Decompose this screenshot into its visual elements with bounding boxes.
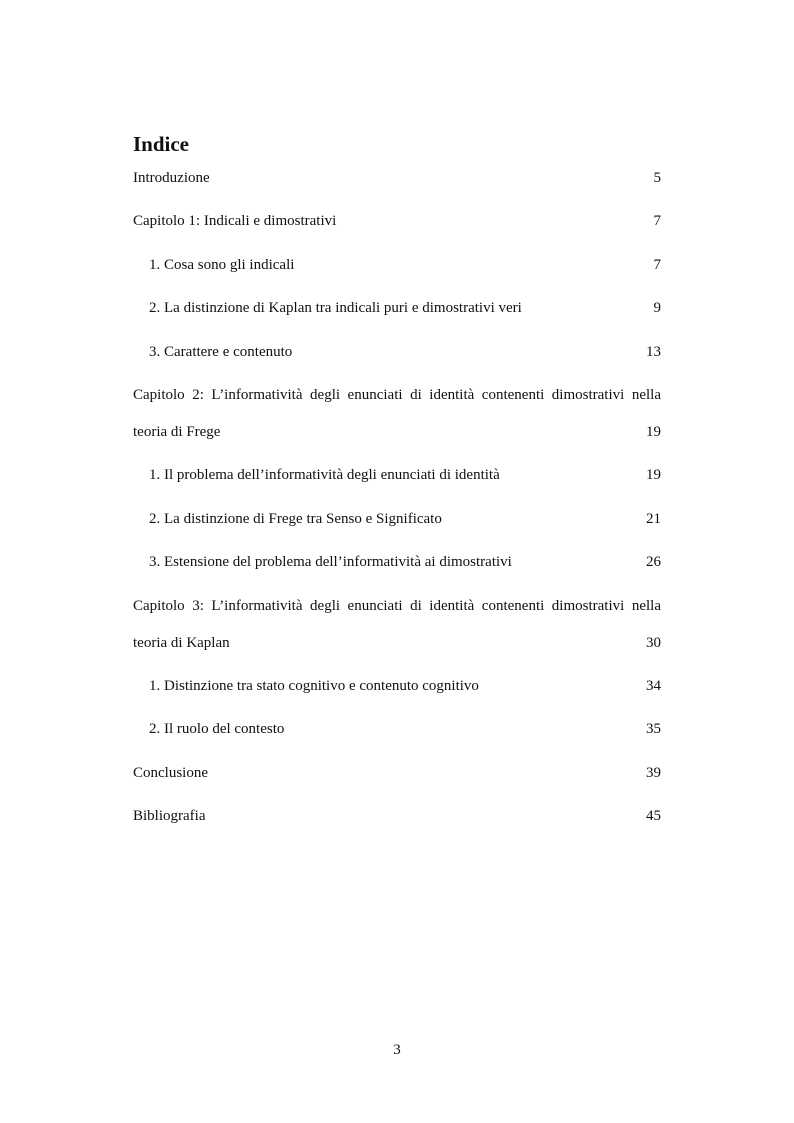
- toc-entry-page: 26: [646, 554, 661, 570]
- toc-entry-conclusione[interactable]: [133, 763, 661, 783]
- toc-entry-page: 7: [653, 257, 661, 273]
- toc-entry-page: 19: [646, 424, 661, 440]
- toc-entry-page: 39: [646, 765, 661, 781]
- toc-entry-introduzione[interactable]: [133, 168, 661, 188]
- toc-entry-2-1[interactable]: [133, 465, 661, 485]
- toc-entry-page: 19: [646, 467, 661, 483]
- toc-entry-page: 35: [646, 721, 661, 737]
- toc-entry-text: Introduzione: [133, 170, 210, 186]
- toc-entry-capitolo-1[interactable]: [133, 211, 661, 231]
- toc-entry-2-2[interactable]: [133, 509, 661, 529]
- toc-entry-capitolo-2-line1[interactable]: Capitolo 2: L’informatività degli enunciati di identità contenenti dimostrativi nella: [133, 387, 661, 403]
- toc-entry-text: teoria di Frege: [133, 424, 221, 440]
- toc-entry-text: 1. Distinzione tra stato cognitivo e contenuto cognitivo: [149, 678, 479, 694]
- toc-entry-capitolo-2[interactable]: [133, 422, 661, 442]
- toc-entry-3-2[interactable]: [133, 719, 661, 739]
- toc-entry-text: 2. La distinzione di Kaplan tra indicali puri e dimostrativi veri: [149, 300, 522, 316]
- toc-entry-2-3[interactable]: [133, 552, 661, 572]
- toc-entry-page: 7: [653, 213, 661, 229]
- toc-entry-1-1[interactable]: [133, 255, 661, 275]
- page-number: 3: [393, 1042, 401, 1058]
- toc-entry-3-1[interactable]: [133, 676, 661, 696]
- toc-entry-text: 2. La distinzione di Frege tra Senso e Significato: [149, 511, 442, 527]
- toc-entry-text: 2. Il ruolo del contesto: [149, 721, 285, 737]
- toc-entry-capitolo-3-line1[interactable]: Capitolo 3: L’informatività degli enunciati di identità contenenti dimostrativi nella: [133, 598, 661, 614]
- toc-entry-page: 34: [646, 678, 661, 694]
- toc-entry-text: 3. Estensione del problema dell’informatività ai dimostrativi: [149, 554, 512, 570]
- toc-entry-text: 1. Il problema dell’informatività degli enunciati di identità: [149, 467, 500, 483]
- toc-entry-text: teoria di Kaplan: [133, 635, 230, 651]
- toc-entry-bibliografia[interactable]: [133, 806, 661, 826]
- toc-entry-page: 9: [653, 300, 661, 316]
- toc-entry-page: 13: [646, 344, 661, 360]
- toc-entry-page: 30: [646, 635, 661, 651]
- toc-entry-page: 21: [646, 511, 661, 527]
- toc-entry-text: Bibliografia: [133, 808, 206, 824]
- toc-entry-1-3[interactable]: [133, 342, 661, 362]
- toc-entry-text: 3. Carattere e contenuto: [149, 344, 293, 360]
- toc-entry-1-2[interactable]: [133, 298, 661, 318]
- toc-entry-text: 1. Cosa sono gli indicali: [149, 257, 295, 273]
- toc-entry-text: Conclusione: [133, 765, 208, 781]
- toc-heading: Indice: [133, 132, 190, 156]
- toc-entry-page: 5: [653, 170, 661, 186]
- toc-entry-page: 45: [646, 808, 661, 824]
- toc-entry-text: Capitolo 1: Indicali e dimostrativi: [133, 213, 337, 229]
- toc-entry-capitolo-3[interactable]: [133, 633, 661, 653]
